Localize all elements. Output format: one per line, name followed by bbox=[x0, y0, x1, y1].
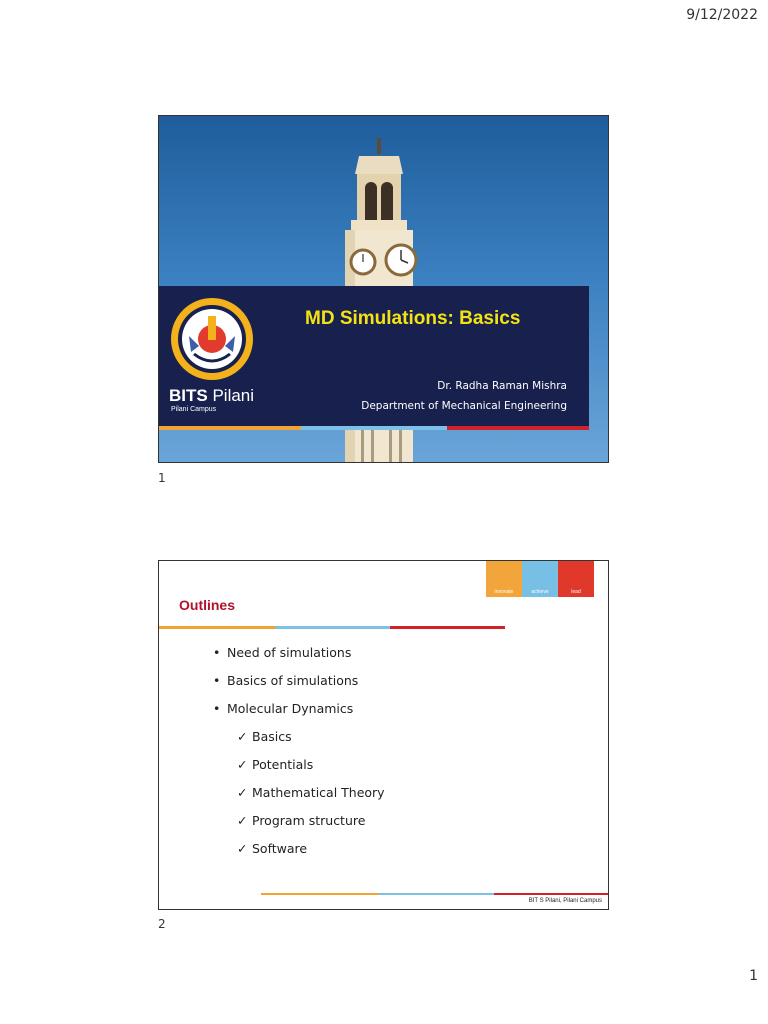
bits-pilani-emblem-icon bbox=[169, 296, 255, 382]
list-item: ✓ Basics bbox=[237, 727, 385, 755]
checkmark-icon: ✓ bbox=[237, 729, 248, 744]
department-name: Department of Mechanical Engineering bbox=[361, 400, 567, 412]
page-number: 1 bbox=[749, 968, 758, 984]
slide-1-title: MD Simulations: Basics bbox=[305, 308, 521, 329]
slide-footer: BIT S Pilani, Pilani Campus bbox=[528, 898, 602, 904]
checkmark-icon: ✓ bbox=[237, 785, 248, 800]
list-item: ✓ Software bbox=[237, 839, 385, 867]
slide-2 bbox=[158, 560, 609, 910]
slide-2-number: 2 bbox=[158, 917, 166, 931]
list-item: ✓ Potentials bbox=[237, 755, 385, 783]
footer-color-rule bbox=[261, 893, 609, 895]
list-item: ✓ Mathematical Theory bbox=[237, 783, 385, 811]
list-item: ✓ Program structure bbox=[237, 811, 385, 839]
tag-achieve: achieve bbox=[522, 561, 558, 597]
slide-1 bbox=[158, 115, 609, 463]
slide-2-title: Outlines bbox=[179, 597, 236, 613]
page-date: 9/12/2022 bbox=[686, 7, 758, 23]
bullet-list bbox=[213, 643, 358, 727]
checkmark-icon: ✓ bbox=[237, 757, 248, 772]
list-item: • Basics of simulations bbox=[213, 673, 359, 688]
slide-1-number: 1 bbox=[158, 471, 166, 485]
brand-name: BITS Pilani bbox=[169, 386, 255, 405]
checkmark-icon: ✓ bbox=[237, 841, 248, 856]
author-name: Dr. Radha Raman Mishra bbox=[437, 380, 567, 392]
tag-innovate: innovate bbox=[486, 561, 522, 597]
tag-lead: lead bbox=[558, 561, 594, 597]
banner-color-bar bbox=[159, 426, 589, 430]
checkmark-icon: ✓ bbox=[237, 813, 248, 828]
sub-item-list bbox=[237, 727, 385, 867]
title-banner bbox=[159, 286, 589, 430]
list-item: • Need of simulations bbox=[213, 645, 352, 660]
list-item: • Molecular Dynamics bbox=[213, 701, 354, 716]
brand-subtitle: Pilani Campus bbox=[171, 406, 217, 413]
title-color-rule bbox=[159, 626, 505, 629]
tagline-bar bbox=[486, 561, 594, 597]
